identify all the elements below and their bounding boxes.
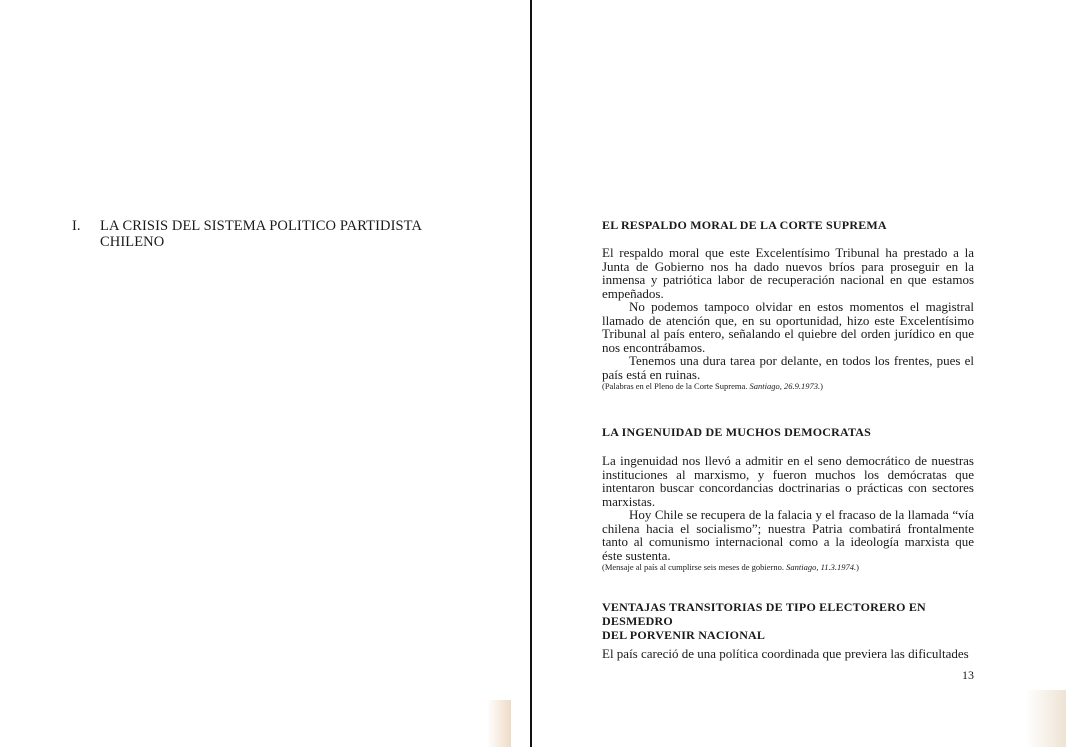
paragraph: No podemos tampoco olvidar en estos momentos el magistral llamado de atención que, en su oportunidad, hizo este Excelentísimo Tribunal al país entero, señalando el quiebre del orden jurídico en que nos encontrábamos. [602, 299, 974, 355]
source-citation [602, 562, 974, 573]
left-page [0, 0, 530, 747]
page-shadow [487, 700, 511, 747]
source-place-date: Santiago, 11.3.1974. [786, 562, 857, 572]
section-body-ingenuidad [602, 454, 974, 573]
section-heading-line2: DEL PORVENIR NACIONAL [602, 628, 766, 642]
section-heading-ingenuidad: LA INGENUIDAD DE MUCHOS DEMOCRATAS [602, 425, 872, 439]
paragraph: El respaldo moral que este Excelentísimo Tribunal ha prestado a la Junta de Gobierno nos ha dado nuevos bríos para proseguir en la inmensa y patriótica labor de recuperación nacional en que estamos empeñados. [602, 245, 974, 301]
source-close: ) [856, 562, 859, 572]
section-body-corte-suprema [602, 246, 974, 392]
page-number: 13 [962, 668, 974, 682]
paragraph: Tenemos una dura tarea por delante, en todos los frentes, pues el país está en ruinas. [602, 353, 974, 382]
book-gutter [530, 0, 532, 747]
paragraph: El país careció de una política coordinada que previera las dificultades [602, 646, 969, 661]
chapter-title-text [100, 218, 470, 250]
source-text: (Palabras en el Pleno de la Corte Suprema. [602, 381, 750, 391]
source-close: ) [820, 381, 823, 391]
chapter-title-line2: CHILENO [100, 234, 165, 250]
paragraph: La ingenuidad nos llevó a admitir en el seno democrático de nuestras instituciones al marxismo, y fueron muchos los demócratas que intentaron buscar concordancias doctrinarias o prácticas con sectores marxistas. [602, 453, 974, 509]
section-heading-line1: VENTAJAS TRANSITORIAS DE TIPO ELECTORERO EN DESMEDRO [602, 600, 926, 628]
section-body-ventajas [602, 647, 974, 661]
chapter-number: I. [72, 218, 81, 234]
chapter-title-line1: LA CRISIS DEL SISTEMA POLITICO PARTIDISTA [100, 218, 423, 234]
source-text: (Mensaje al país al cumplirse seis meses de gobierno. [602, 562, 787, 572]
source-place-date: Santiago, 26.9.1973. [749, 381, 821, 391]
right-page [533, 0, 1066, 747]
section-heading-corte-suprema: EL RESPALDO MORAL DE LA CORTE SUPREMA [602, 218, 887, 232]
page-shadow [1026, 690, 1066, 747]
section-heading-ventajas [602, 600, 974, 642]
paragraph: Hoy Chile se recupera de la falacia y el fracaso de la llamada “vía chilena hacia el socialismo”; nuestra Patria combatirá frontalmente tanto al comunismo internacional como a la ideología marxista que éste sustenta. [602, 507, 974, 563]
source-citation [602, 381, 974, 392]
